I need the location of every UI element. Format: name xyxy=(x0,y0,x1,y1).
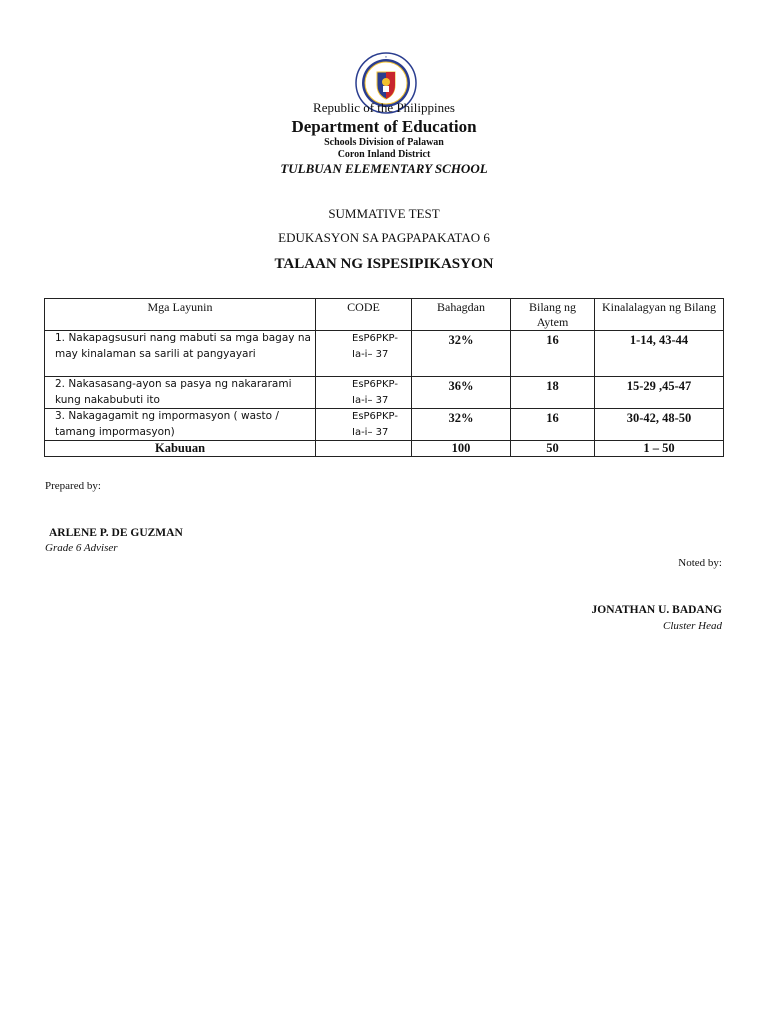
percent-cell: 32% xyxy=(412,409,511,441)
division-name: Schools Division of Palawan xyxy=(324,137,444,148)
school-name: TULBUAN ELEMENTARY SCHOOL xyxy=(280,161,488,176)
total-code xyxy=(316,441,412,457)
header-item-placement: Kinalalagyan ng Bilang xyxy=(595,299,724,331)
table-header-row xyxy=(45,299,724,331)
specification-table xyxy=(44,298,724,457)
percent-cell: 36% xyxy=(412,377,511,409)
total-label: Kabuuan xyxy=(45,441,316,457)
code-cell: EsP6PKP-Ia-i– 37 xyxy=(316,331,412,377)
total-item-count: 50 xyxy=(511,441,595,457)
percent-cell: 32% xyxy=(412,331,511,377)
item-count-cell: 16 xyxy=(511,331,595,377)
placement-cell: 15-29 ,45-47 xyxy=(595,377,724,409)
noter-role: Cluster Head xyxy=(663,620,722,632)
header-percent: Bahagdan xyxy=(412,299,511,331)
republic-line: Republic of the Philippines xyxy=(313,100,455,115)
preparer-name: ARLENE P. DE GUZMAN xyxy=(49,527,183,539)
table-row xyxy=(45,377,724,409)
table-row xyxy=(45,409,724,441)
noted-by-label: Noted by: xyxy=(678,557,722,569)
svg-text:•: • xyxy=(384,54,388,60)
objective-cell: 2. Nakasasang-ayon sa pasya ng nakararami kung nakabubuti ito xyxy=(45,377,316,409)
code-cell: EsP6PKP-Ia-i– 37 xyxy=(316,377,412,409)
district-name: Coron Inland District xyxy=(337,149,431,160)
objective-cell: 1. Nakapagsusuri nang mabuti sa mga bagay na may kinalaman sa sarili at pangyayari xyxy=(45,331,316,377)
objective-cell: 3. Nakagagamit ng impormasyon ( wasto / tamang impormasyon) xyxy=(45,409,316,441)
table-title: TALAAN NG ISPESIPIKASYON xyxy=(274,256,494,272)
item-count-cell: 16 xyxy=(511,409,595,441)
total-percent: 100 xyxy=(412,441,511,457)
header-objectives: Mga Layunin xyxy=(45,299,316,331)
department-name: Department of Education xyxy=(291,117,477,136)
placement-cell: 1-14, 43-44 xyxy=(595,331,724,377)
test-title: SUMMATIVE TEST xyxy=(328,206,440,221)
total-row xyxy=(45,441,724,457)
noter-name: JONATHAN U. BADANG xyxy=(591,604,722,616)
total-placement: 1 – 50 xyxy=(595,441,724,457)
header-code: CODE xyxy=(316,299,412,331)
subject-title: EDUKASYON SA PAGPAPAKATAO 6 xyxy=(278,230,490,245)
placement-cell: 30-42, 48-50 xyxy=(595,409,724,441)
header-item-count: Bilang ng Aytem xyxy=(511,299,595,331)
prepared-by-label: Prepared by: xyxy=(45,480,101,492)
code-cell: EsP6PKP-Ia-i– 37 xyxy=(316,409,412,441)
preparer-role: Grade 6 Adviser xyxy=(45,542,118,554)
item-count-cell: 18 xyxy=(511,377,595,409)
table-row xyxy=(45,331,724,377)
